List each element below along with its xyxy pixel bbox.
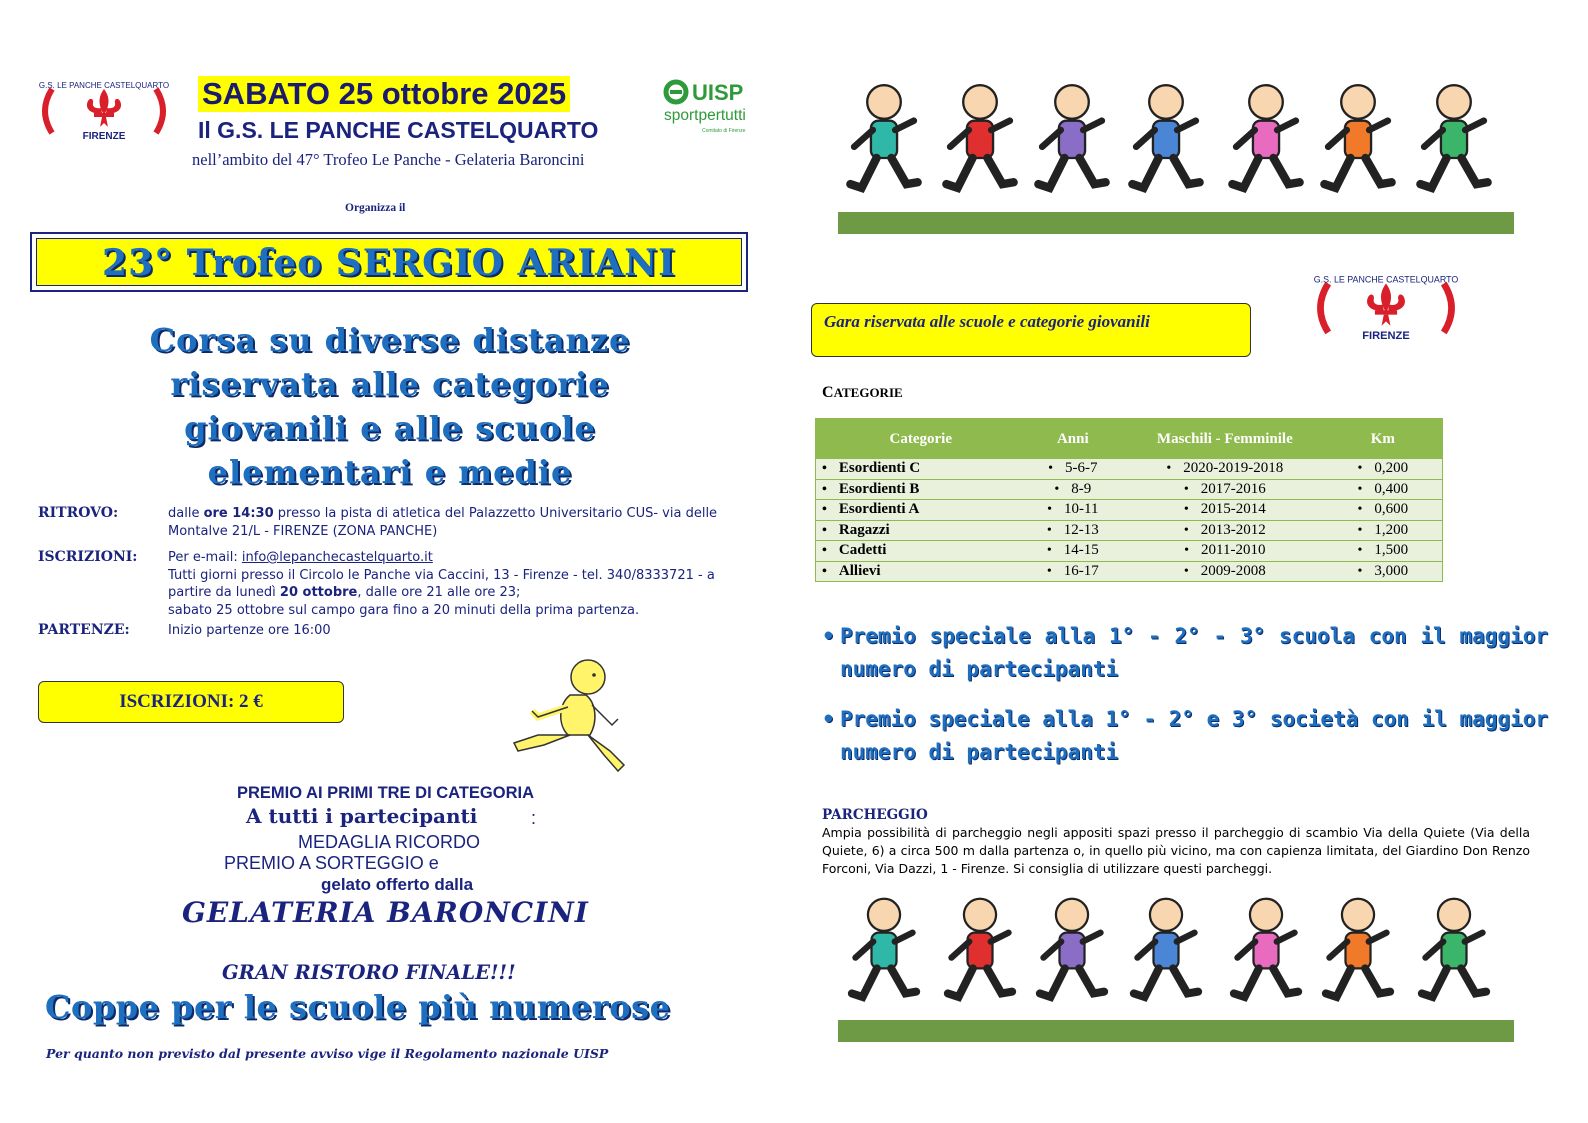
gelateria-baroncini: GELATERIA BARONCINI [182,896,589,929]
table-header-row [816,419,1443,459]
iscr-line2-post: , dalle ore 21 alle ore 23; [357,585,521,600]
parcheggio-text: Ampia possibilità di parcheggio negli appositi spazi presso il parcheggio di scambio Via della Quiete (Via della Quiete, 6) a circa 500 m dalla partenza o, in quello più vicino, ma con capienza limitata, del Giardino Don Renzo Forconi, Via Dazzi, 1 - Firenze. Si consiglia di utilizzare questi parcheggi. [822,825,1530,876]
gran-ristoro: GRAN RISTORO FINALE!!! [222,961,516,984]
table-row [816,500,1443,521]
regolamento-note: Per quanto non previsto dal presente avviso vige il Regolamento nazionale UISP [46,1046,609,1061]
logo-ring-text: G.S. LE PANCHE CASTELQUARTO [1313,274,1459,285]
a-tutti-colon: : [531,808,537,828]
iscr-line3: sabato 25 ottobre sul campo gara fino a 20 minuti della prima partenza. [168,602,640,618]
cell-anni: • 12-13 [1020,520,1127,541]
fleur-de-lis-icon [38,75,170,147]
subtitle-line: riservata alle categorie [170,365,610,403]
cell-categoria: • Ragazzi [816,520,1020,541]
premio-scuola-text: Premio speciale alla 1° - 2° - 3° scuola con il maggior numero di partecipanti [840,624,1548,681]
logo-city-text: FIRENZE [82,131,126,142]
uisp-logo [662,78,760,136]
bullet-icon: • [822,707,835,731]
running-child-illustration [508,655,630,780]
organizer-name: Il G.S. LE PANCHE CASTELQUARTO [198,117,599,143]
a-tutti-partecipanti: A tutti i partecipanti [246,804,478,828]
iscr-line2-pre: Tutti giorni presso il Circolo le Panche via Caccini, 13 - Firenze - tel. 340/8333721 - a partire da lunedì [168,567,715,600]
ritrovo-pre: dalle [168,506,204,521]
cell-anno-nascita: • 2013-2012 [1126,520,1324,541]
cell-categoria: • Esordienti C [816,459,1020,480]
coppe-scuole: Coppe per le scuole più numerose [45,988,671,1026]
table-header: Categorie [816,419,1020,459]
cell-categoria: • Cadetti [816,541,1020,562]
premio-societa [822,703,1548,769]
partenze-text: Inizio partenze ore 16:00 [168,623,331,638]
gs-le-panche-logo [38,75,170,147]
trofeo-title: 23° Trofeo SERGIO ARIANI [36,238,742,286]
parcheggio-title: PARCHEGGIO [822,807,928,823]
gelato-offerto: gelato offerto dalla [321,875,474,894]
table-row [816,459,1443,480]
uisp-logo-icon [662,78,760,136]
event-date: SABATO 25 ottobre 2025 [198,76,570,112]
email-link[interactable]: info@lepanchecastelquarto.it [241,550,433,565]
cell-km: • 1,500 [1324,541,1443,562]
cell-anni: • 10-11 [1020,500,1127,521]
table-row [816,520,1443,541]
ritrovo-text [168,505,748,540]
cell-categoria: • Esordienti A [816,500,1020,521]
logo-ring-text: G.S. LE PANCHE CASTELQUARTO [38,81,170,90]
uisp-sub: Comitato di Firenze [702,128,746,134]
cell-anni: • 14-15 [1020,541,1127,562]
premio-sorteggio: PREMIO A SORTEGGIO e [224,853,439,873]
cell-km: • 1,200 [1324,520,1443,541]
subtitle-line: elementari e medie [207,453,573,491]
categorie-rest: ATEGORIE [833,385,903,400]
cell-anno-nascita: • 2017-2016 [1126,479,1324,500]
ritrovo-label: RITROVO: [38,505,119,521]
uisp-name: UISP [692,80,744,105]
premio-scuola [822,620,1548,686]
ritrovo-place: presso la pista di atletica del Palazzetto Universitario CUS- via delle Montalve 21/L - FIRENZE (ZONA PANCHE) [168,506,718,539]
trofeo-context: nell’ambito del 47° Trofeo Le Panche - Gelateria Baroncini [192,150,585,169]
partenze-label: PARTENZE: [38,622,130,638]
email-pre: Per e-mail: [168,550,242,565]
table-row [816,561,1443,582]
cell-anni: • 5-6-7 [1020,459,1127,480]
iscrizioni-fee-box: ISCRIZIONI: 2 € [38,681,344,723]
cell-km: • 0,400 [1324,479,1443,500]
categorie-heading [822,384,903,402]
subtitle-line: giovanili e alle scuole [184,409,596,447]
cell-anno-nascita: • 2020-2019-2018 [1126,459,1324,480]
table-header: Maschili - Femminile [1126,419,1324,459]
cell-km: • 3,000 [1324,561,1443,582]
gara-riservata-box: Gara riservata alle scuole e categorie giovanili [811,303,1251,357]
table-header: Anni [1020,419,1127,459]
fleur-de-lis-icon [1302,268,1470,348]
cell-km: • 0,200 [1324,459,1443,480]
iscrizioni-text [168,549,748,619]
running-kids-bottom [834,888,1524,1058]
cell-categoria: • Esordienti B [816,479,1020,500]
gs-le-panche-logo-right [1302,268,1470,348]
trofeo-title-box [30,232,748,292]
running-kids-top [834,68,1524,238]
uisp-tagline: sportpertutti [664,107,746,124]
table-row [816,541,1443,562]
bullet-icon: • [822,624,835,648]
cell-anno-nascita: • 2009-2008 [1126,561,1324,582]
running-kids-illustration [834,68,1524,238]
categories-table [815,418,1443,582]
iscrizioni-label: ISCRIZIONI: [38,549,138,565]
table-row [816,479,1443,500]
cell-anni: • 16-17 [1020,561,1127,582]
logo-city-text: FIRENZE [1362,330,1410,343]
premio-societa-text: Premio speciale alla 1° - 2° e 3° società con il maggior numero di partecipanti [840,707,1549,764]
event-subtitle [50,318,730,494]
cell-categoria: • Allievi [816,561,1020,582]
organizza-label: Organizza il [345,202,406,214]
premio-primi: PREMIO AI PRIMI TRE DI CATEGORIA [237,784,535,802]
iscr-date: 20 ottobre [279,585,358,600]
medaglia-ricordo: MEDAGLIA RICORDO [298,832,481,852]
ritrovo-time: ore 14:30 [203,506,274,521]
running-kids-illustration [834,888,1524,1058]
cell-anno-nascita: • 2011-2010 [1126,541,1324,562]
subtitle-line: Corsa su diverse distanze [149,321,631,359]
cell-anni: • 8-9 [1020,479,1127,500]
cell-km: • 0,600 [1324,500,1443,521]
cell-anno-nascita: • 2015-2014 [1126,500,1324,521]
categorie-initial: C [822,384,834,401]
table-header: Km [1324,419,1443,459]
